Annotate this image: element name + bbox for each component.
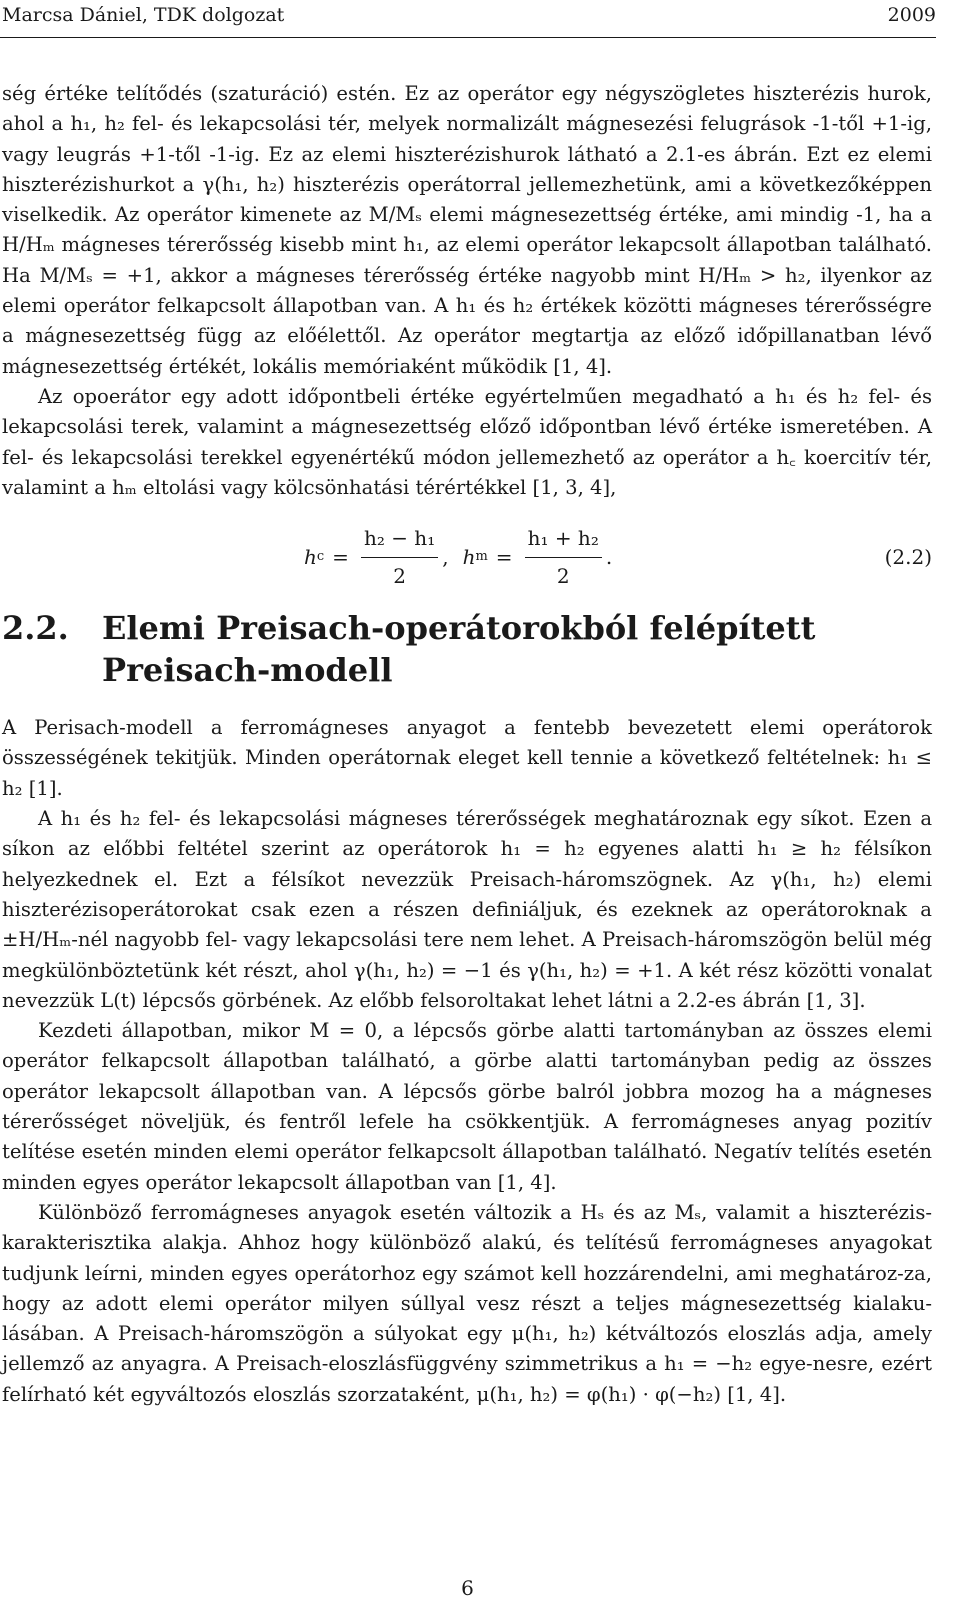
paragraph-1: ség értéke telítődés (szaturáció) estén. Ez az operátor egy négyszögletes hiszterézis hurok, ahol a h₁, h₂ fel- és lekapcsolási tér, melyek normalizált mágnesezési felugrások -1-től +1-ig, vagy leugrás +1-től -1-ig. Ez az elemi hiszterézishurok látható a 2.1-es ábrán. Ezt ez elemi hiszterézishurkot a γ(h₁, h₂) hiszterézis operátorral jellemezhetünk, ami a következőképpen viselkedik. Az operátor kimenete az M/Mₛ elemi mágnesezettség értéke, ami mindig -1, ha a H/Hₘ mágneses térerősség kisebb mint h₁, az elemi operátor lekapcsolt állapotban található. Ha M/Mₛ = +1, akkor a mágneses térerősség értéke nagyobb mint H/Hₘ > h₂, ilyenkor az elemi operátor felkapcsolt állapotban van. A h₁ és h₂ értékek közötti mágneses térerősségre a mágnesezettség függ az előélettől. Az operátor megtartja az előző időpillanatban lévő mágnesezettség értékét, lokális memóriaként működik [1, 4]. — [2, 82, 932, 378]
header-year: 2009 — [887, 4, 936, 26]
equation-comma: , — [442, 545, 449, 569]
paragraph-6: Különböző ferromágneses anyagok esetén változik a Hₛ és az Mₛ, valamit a hiszterézis-karakterisztika alakja. Ahhoz hogy különböző alakú, és telítésű ferromágneses anyagokat tudjunk leírni, minden egyes operátorhoz egy számot kell hozzárendelni, ami meghatároz-za, hogy az adott elemi operátor milyen súllyal vesz részt a teljes mágnesezettség kialaku-lásában. A Preisach-háromszögön a súlyokat egy μ(h₁, h₂) kétváltozós eloszlás adja, amely jellemző az anyagra. A Preisach-eloszlásfüggvény szimmetrikus a h₁ = −h₂ egye-nesre, ezért felírható két egyváltozós eloszlás szorzataként, μ(h₁, h₂) = φ(h₁) · φ(−h₂) [1, 4]. — [2, 1200, 932, 1406]
fraction-hc-numerator: h₂ − h₁ — [361, 523, 438, 557]
fraction-hm — [525, 523, 602, 591]
fraction-hc-denominator: 2 — [393, 563, 406, 588]
section-heading — [2, 607, 932, 691]
paragraph-5: Kezdeti állapotban, mikor M = 0, a lépcsős görbe alatti tartományban az összes elemi operátor felkapcsolt állapotban található, a görbe alatti tartományban pedig az összes operátor lekapcsolt állapotban van. A lépcsős görbe balról jobbra mozog ha a mágneses térerősséget növeljük, és fentről lefele ha csökkentjük. A ferromágneses anyag pozitív telítése esetén minden elemi operátor felkapcsolt állapotban található. Negatív telítés esetén minden egyes operátor lekapcsolt állapotban van [1, 4]. — [2, 1019, 932, 1194]
hm-symbol: h — [462, 545, 476, 569]
equation-2-2 — [2, 515, 932, 599]
equation-body: h c = $\frac{\text{h₂ − h₁}}{2}$ , h m = $\frac{\text{h₁ + h₂}}{2}$ . — [304, 515, 612, 599]
equation-number: (2.2) — [884, 545, 932, 570]
section-number: 2.2. — [2, 609, 69, 648]
equation-period: . — [605, 545, 613, 569]
running-header — [2, 4, 936, 34]
fraction-hc — [361, 523, 438, 591]
fraction-hm-numerator: h₁ + h₂ — [525, 523, 602, 557]
fraction-hm-denominator: 2 — [556, 563, 570, 588]
hc-symbol: h — [304, 545, 317, 569]
equals-sign-2: = — [495, 545, 513, 569]
header-rule — [0, 37, 936, 38]
paragraph-2: Az opoerátor egy adott időpontbeli értéke egyértelműen megadható a h₁ és h₂ fel- és lekapcsolási terek, valamint a mágnesezettség előző időpontban lévő értéke ismeretében. A fel- és lekapcsolási terekkel egyenértékű módon jellemezhető az operátor a h꜀ koercitív tér, valamint a hₘ eltolási vagy kölcsönhatási térértékkel [1, 3, 4], — [2, 384, 932, 499]
paragraph-4: A h₁ és h₂ fel- és lekapcsolási mágneses térerősségek meghatároznak egy síkot. Ezen a síkon az előbbi feltétel szerint az operátorok h₁ = h₂ egyenes alatti h₁ ≥ h₂ félsíkon helyezkednek el. Ezt a félsíkot nevezzük Preisach-háromszögnek. Az γ(h₁, h₂) elemi hiszterézisoperátorokat csak ezen a részen definiáljuk, és ezeknek az operátoroknak a ±H/Hₘ-nél nagyobb fel- vagy lekapcsolási tere nem lehet. A Preisach-háromszögön belül még megkülönböztetünk két részt, ahol γ(h₁, h₂) = −1 és γ(h₁, h₂) = +1. A két rész közötti vonalat nevezzük L(t) lépcsős görbének. Az előbb felsoroltakat lehet látni a 2.2-es ábrán [1, 3]. — [2, 807, 932, 1012]
equals-sign-1: = — [332, 545, 349, 569]
paragraph-3: A Perisach-modell a ferromágneses anyagot a fentebb bevezetett elemi operátorok összességének tekitjük. Minden operátornak eleget kell tennie a következő feltételnek: h₁ ≤ h₂ [1]. — [2, 716, 932, 800]
body-text — [2, 79, 932, 1410]
header-author-title: Marcsa Dániel, TDK dolgozat — [2, 4, 285, 26]
page-number: 6 — [461, 1576, 474, 1600]
section-title: Elemi Preisach-operátorokból felépített Preisach-modell — [102, 609, 816, 690]
